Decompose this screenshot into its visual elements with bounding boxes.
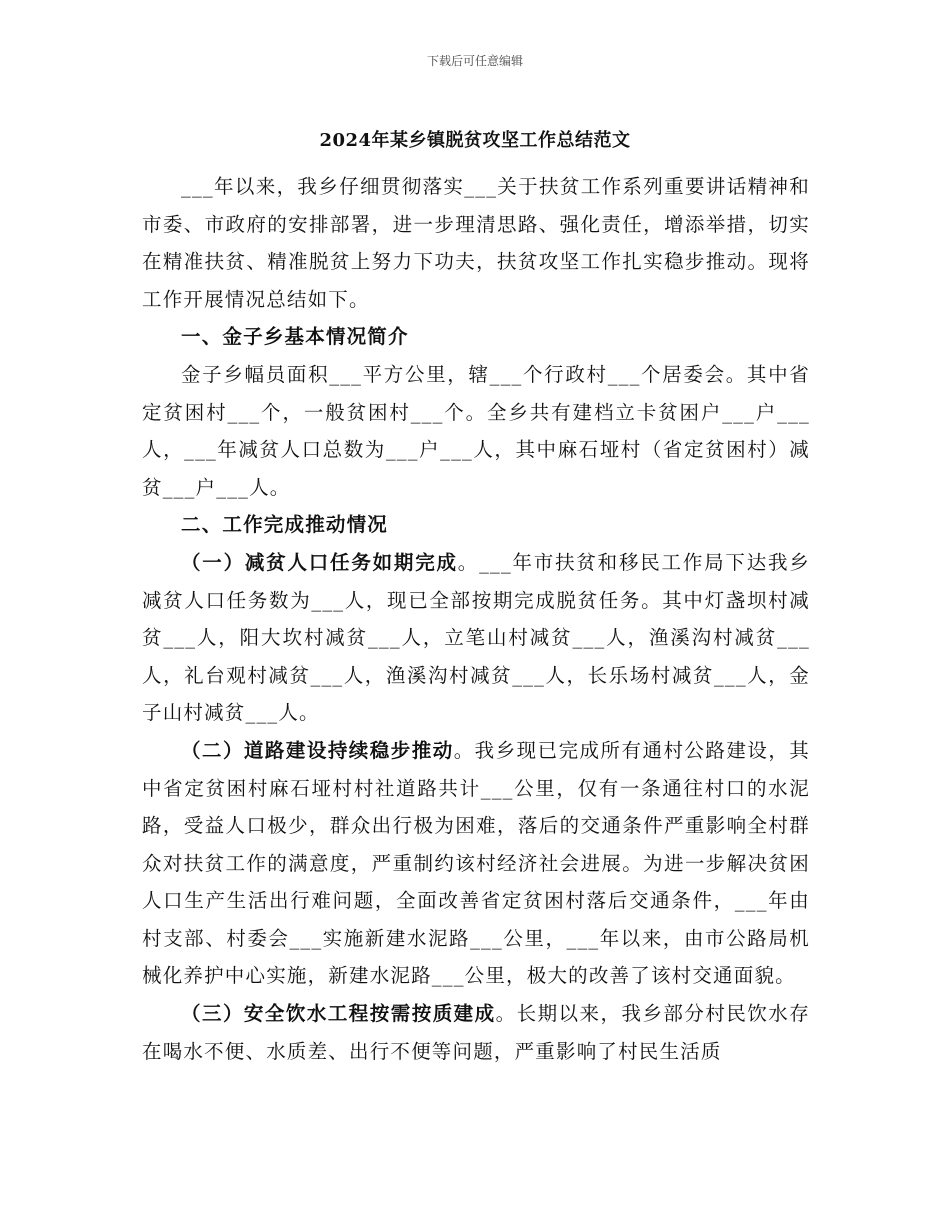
document-body	[142, 168, 810, 1070]
subsection-lead: （三）安全饮水工程按需按质建成	[181, 1002, 496, 1026]
paragraph-text: 。___年市扶贫和移民工作局下达我乡减贫人口任务数为___人，现已全部按期完成脱贫任务。其中灯盏坝村减贫___人，阳大坎村减贫___人，立笔山村减贫___人，渔溪沟村减贫___人，礼台观村减贫___人，渔溪沟村减贫___人，长乐场村减贫___人，金子山村减贫___人。	[142, 550, 810, 725]
basic-info-paragraph	[142, 356, 810, 506]
header-note: 下载后可任意编辑	[426, 54, 523, 68]
section-heading-basic-info	[142, 318, 810, 356]
section-heading-progress	[142, 506, 810, 544]
subsection-poverty-reduction	[142, 544, 810, 732]
subsection-lead: （二）道路建设持续稳步推动	[181, 738, 454, 762]
document-title: 2024年某乡镇脱贫攻坚工作总结范文	[319, 130, 631, 151]
subsection-lead: （一）减贫人口任务如期完成	[181, 550, 458, 574]
subsection-road-construction	[142, 732, 810, 995]
paragraph-text: 金子乡幅员面积___平方公里，辖___个行政村___个居委会。其中省定贫困村___个，一般贫困村___个。全乡共有建档立卡贫困户___户___人，___年减贫人口总数为___户___人，其中麻石垭村（省定贫困村）减贫___户___人。	[142, 362, 810, 499]
paragraph-text: ___年以来，我乡仔细贯彻落实___关于扶贫工作系列重要讲话精神和市委、市政府的安排部署，进一步理清思路、强化责任，增添举措，切实在精准扶贫、精准脱贫上努力下功夫，扶贫攻坚工作扎实稳步推动。现将工作开展情况总结如下。	[142, 175, 810, 311]
paragraph-text: 。长期以来，我乡部分村民饮水存在喝水不便、水质差、出行不便等问题，严重影响了村民生活质	[142, 1002, 810, 1063]
subsection-drinking-water	[142, 995, 810, 1070]
heading-text: 一、金子乡基本情况简介	[181, 325, 409, 349]
paragraph-text: 。我乡现已完成所有通村公路建设，其中省定贫困村麻石垭村村社道路共计___公里，仅有一条通往村口的水泥路，受益人口极少，群众出行极为困难，落后的交通条件严重影响全村群众对扶贫工作的满意度，严重制约该村经济社会进展。为进一步解决贫困人口生产生活出行难问题，全面改善省定贫困村落后交通条件，___年由村支部、村委会___实施新建水泥路___公里，___年以来，由市公路局机械化养护中心实施，新建水泥路___公里，极大的改善了该村交通面貌。	[142, 738, 810, 988]
heading-text: 二、工作完成推动情况	[181, 513, 389, 537]
intro-paragraph	[142, 168, 810, 318]
